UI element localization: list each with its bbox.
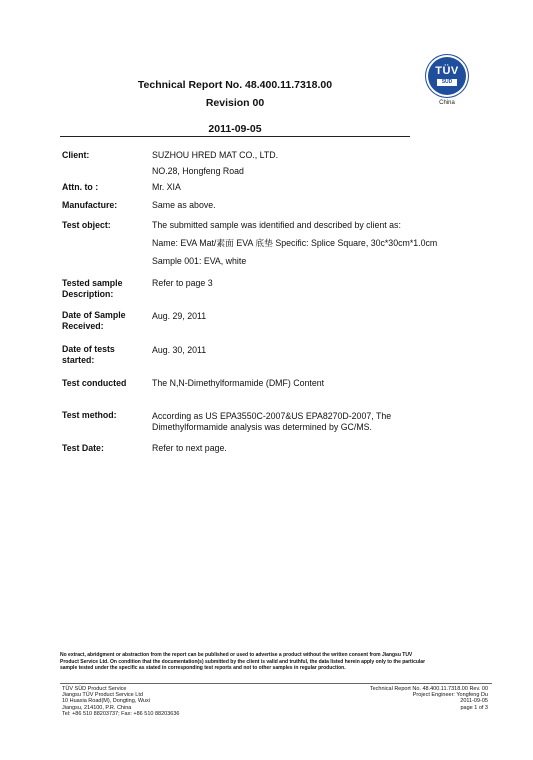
disclaimer xyxy=(60,652,490,672)
footer-company: TÜV SÜD Product Service xyxy=(62,686,127,692)
date-started-label xyxy=(62,344,115,366)
footer-contact: Tel: +86 510 88203737; Fax: +86 510 88203636 xyxy=(62,710,180,717)
header-divider xyxy=(60,136,410,137)
test-method-label: Test method: xyxy=(62,410,117,420)
test-date-label: Test Date: xyxy=(62,443,104,453)
footer-engineer: Project Engineer: Yongfeng Du xyxy=(412,692,488,699)
test-date-value: Refer to next page. xyxy=(152,443,227,453)
footer-address-city: Jiangsu, 214100, P.R. China xyxy=(62,704,132,711)
disclaimer-line2: Product Service Ltd. On condition that the documentation(s) submitted by the client is valid and truthful, the data listed herein apply only to the particular xyxy=(60,658,426,665)
logo-tuv-text: TÜV xyxy=(435,65,459,77)
footer-date: 2011-09-05 xyxy=(460,698,488,705)
test-conducted-value: The N,N-Dimethylformamide (DMF) Content xyxy=(152,378,325,388)
date-started-label-line1: Date of tests xyxy=(62,344,115,354)
test-object-line1: The submitted sample was identified and described by client as: xyxy=(152,220,401,230)
logo-caption: China xyxy=(439,100,455,106)
tested-sample-label xyxy=(62,278,122,300)
date-received-value: Aug. 29, 2011 xyxy=(152,311,207,321)
test-object-label: Test object: xyxy=(62,220,111,230)
footer-address-street: 10 Huaxia Road(M), Dongting, Wuxi xyxy=(62,698,150,705)
date-started-value: Aug. 30, 2011 xyxy=(152,345,207,355)
disclaimer-line1: No extract, abridgment or abstraction from the report can be published or used to advertise a product without the written consent from Jiangsu TUV xyxy=(60,652,413,658)
tuv-seal-icon xyxy=(428,57,466,95)
date-started-label-line2: started: xyxy=(62,355,95,365)
disclaimer-line3: sample tested under the specific as stated in corresponding test reports and not to other samples in regular production. xyxy=(60,665,346,671)
test-method-line1: According as US EPA3550C-2007&US EPA8270D-2007, The xyxy=(152,411,392,421)
test-object-line3: Sample 001: EVA, white xyxy=(152,256,247,266)
revision-label: Revision 00 xyxy=(205,97,265,109)
tested-sample-value: Refer to page 3 xyxy=(152,278,213,288)
date-received-label-line2: Received: xyxy=(62,321,104,331)
tested-sample-label-line1: Tested sample xyxy=(62,278,123,288)
report-title: Technical Report No. 48.400.11.7318.00 xyxy=(137,79,333,91)
client-name: SUZHOU HRED MAT CO., LTD. xyxy=(152,150,279,160)
attn-value: Mr. XIA xyxy=(152,182,181,192)
date-received-label xyxy=(62,310,126,332)
client-address: NO.28, Hongfeng Road xyxy=(152,166,244,176)
test-method-line2: Dimethylformamide analysis was determined by GC/MS. xyxy=(152,422,372,432)
tuv-logo xyxy=(424,57,470,106)
footer-divider xyxy=(60,683,492,684)
attn-label: Attn. to : xyxy=(62,182,99,192)
date-received-label-line1: Date of Sample xyxy=(62,310,126,320)
manufacture-label: Manufacture: xyxy=(62,200,118,210)
report-date: 2011-09-05 xyxy=(208,123,262,135)
client-label: Client: xyxy=(62,150,90,160)
footer-entity: Jiangsu TÜV Product Service Ltd xyxy=(62,692,143,699)
footer-left xyxy=(62,686,179,717)
test-conducted-label: Test conducted xyxy=(62,378,127,388)
footer-report-number: Technical Report No. 48.400.11.7318.00 Rev. 00 xyxy=(369,686,488,692)
footer-page-number: page 1 of 3 xyxy=(460,704,488,711)
logo-sud-text: SÜD xyxy=(437,79,457,86)
test-object-line2: Name: EVA Mat/素面 EVA 底垫 Specific: Splice Square, 30c*30cm*1.0cm xyxy=(152,238,438,248)
tested-sample-label-line2: Description: xyxy=(62,289,114,299)
manufacture-value: Same as above. xyxy=(152,200,216,210)
footer-right xyxy=(370,686,488,711)
